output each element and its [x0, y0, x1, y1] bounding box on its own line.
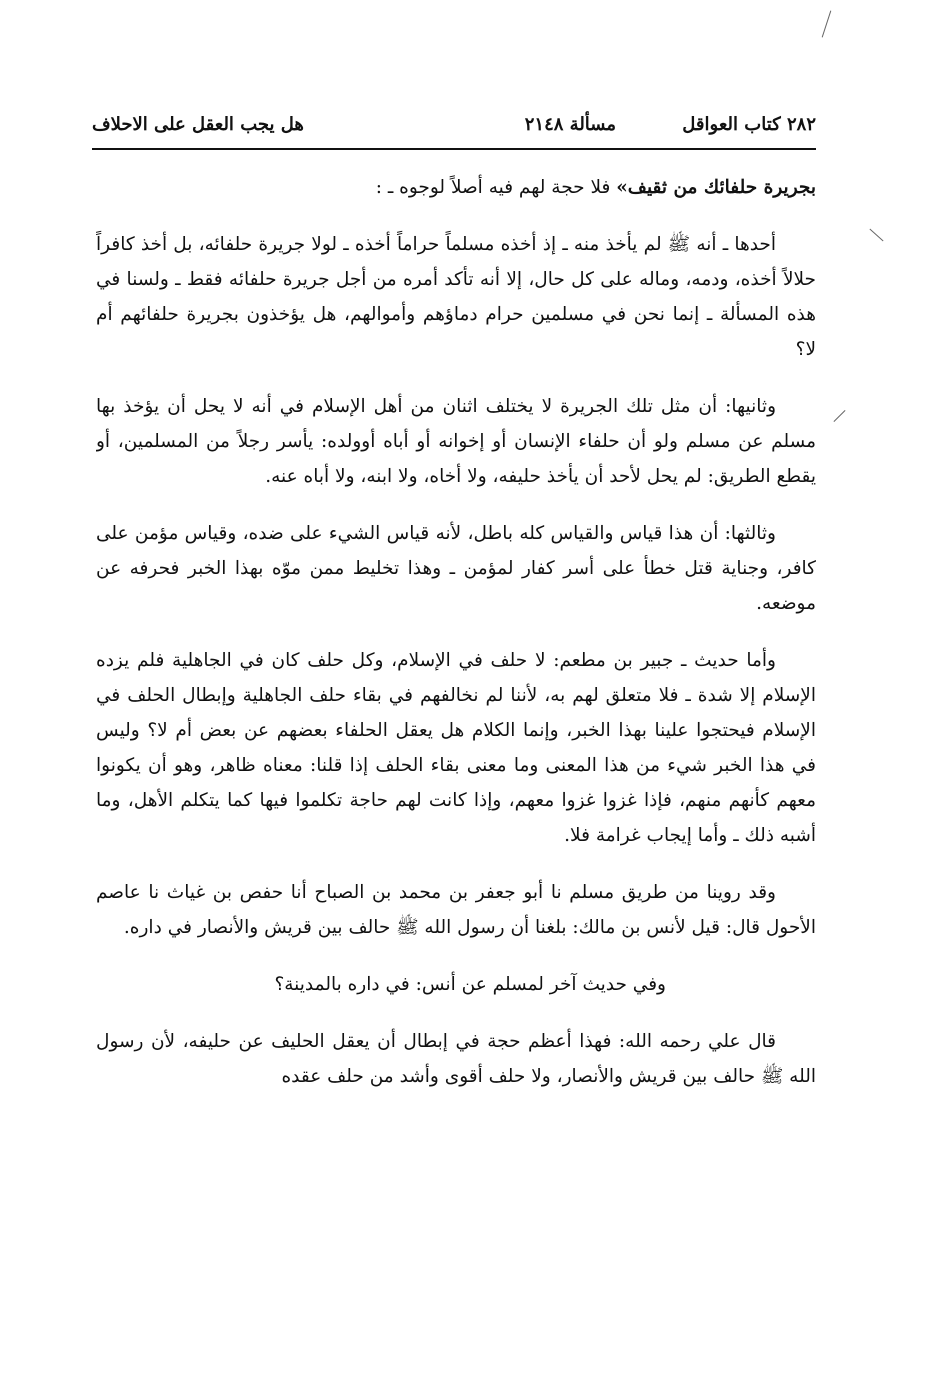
issue-number: مسألة ٢١٤٨ [524, 114, 616, 135]
header-divider [92, 148, 816, 150]
page-edge-mark [833, 410, 845, 422]
paragraph-conclusion: قال علي رحمه الله: فهذا أعظم حجة في إبطال أن يعقل الحليف عن حليفه، لأن رسول الله ﷺ حالف بين قريش والأنصار، ولا حلف أقوى وأشد من حلف عقده [96, 1031, 816, 1087]
paragraph-other-hadith: وفي حديث آخر لمسلم عن أنس: في داره بالمدينة؟ [274, 974, 666, 995]
header-book-info [682, 114, 816, 135]
book-title: كتاب العواقل [682, 114, 781, 135]
paragraph-jubayr-hadith: وأما حديث ـ جبير بن مطعم: لا حلف في الإسلام، وكل حلف كان في الجاهلية فلم يزده الإسلام إلا شدة ـ فلا متعلق لهم به، لأننا لم نخالفهم في بقاء حلف الجاهلية وإبطال الحلف في الإسلام فيحتجوا علينا بهذا الخبر، وإنما الكلام هل يعقل الحلفاء بعضهم عن بعض أم لا؟ وليس في هذا الخبر شيء من هذا المعنى وما معنى بقاء الحلف إذا قلنا: معناه ظاهر، وهو أن يكونوا معهم كأنهم منهم، فإذا غزوا غزوا معهم، وإذا كانت لهم حاجة تكلموا فيها كما يتكلم الأهل، وما أشبه ذلك ـ وأما إيجاب غرامة فلا. [96, 650, 816, 846]
page-edge-mark [869, 229, 883, 242]
page-number: ٢٨٢ [786, 114, 816, 135]
main-text [96, 170, 816, 1300]
paragraph-second-reason: وثانيها: أن مثل تلك الجريرة لا يختلف اثنان من أهل الإسلام في أنه لا يحل أن يؤخذ بها مسلم عن مسلم ولو أن حلفاء الإنسان أو إخوانه أو أباه أوولده: يأسر رجلاً من المسلمين، أو يقطع الطريق: لم يحل لأحد أن يأخذ حليفه، ولا أخاه، ولا ابنه، ولا أباه عنه. [96, 396, 816, 487]
bold-lead-text: بجريرة حلفائك من ثقيف» [616, 177, 816, 198]
paragraph-text: فلا حجة لهم فيه أصلاً لوجوه ـ : [375, 177, 617, 198]
paragraph-first-reason: أحدها ـ أنه ﷺ لم يأخذ منه ـ إذ أخذه مسلماً حراماً أخذه ـ لولا جريرة حلفائه، بل أخذ كافراً حلالاً أخذه، ودمه، وماله على كل حال، إلا أنه تأكد أمره من أجل جريرة حلفائه فقط ـ ولسنا في هذه المسألة ـ إنما نحن في مسلمين حرام دماؤهم وأموالهم، هل يؤخذون بجريرة حلفائهم أم لا؟ [96, 234, 816, 360]
running-header [92, 108, 816, 148]
page-edge-mark [822, 11, 832, 38]
paragraph-intro [96, 170, 816, 205]
paragraph-narration: وقد روينا من طريق مسلم نا أبو جعفر بن محمد بن الصباح أنا حفص بن غياث نا عاصم الأحول قال: قيل لأنس بن مالك: بلغنا أن رسول الله ﷺ حالف بين قريش والأنصار في داره. [96, 882, 816, 938]
section-title: هل يجب العقل على الاحلاف [92, 114, 304, 135]
paragraph-third-reason: وثالثها: أن هذا قياس والقياس كله باطل، لأنه قياس الشيء على ضده، وقياس مؤمن على كافر، وجناية قتل خطأ على أسر كفار لمؤمن ـ وهذا تخليط ممن موّه بهذا الخبر فحرفه عن موضعه. [96, 523, 816, 614]
